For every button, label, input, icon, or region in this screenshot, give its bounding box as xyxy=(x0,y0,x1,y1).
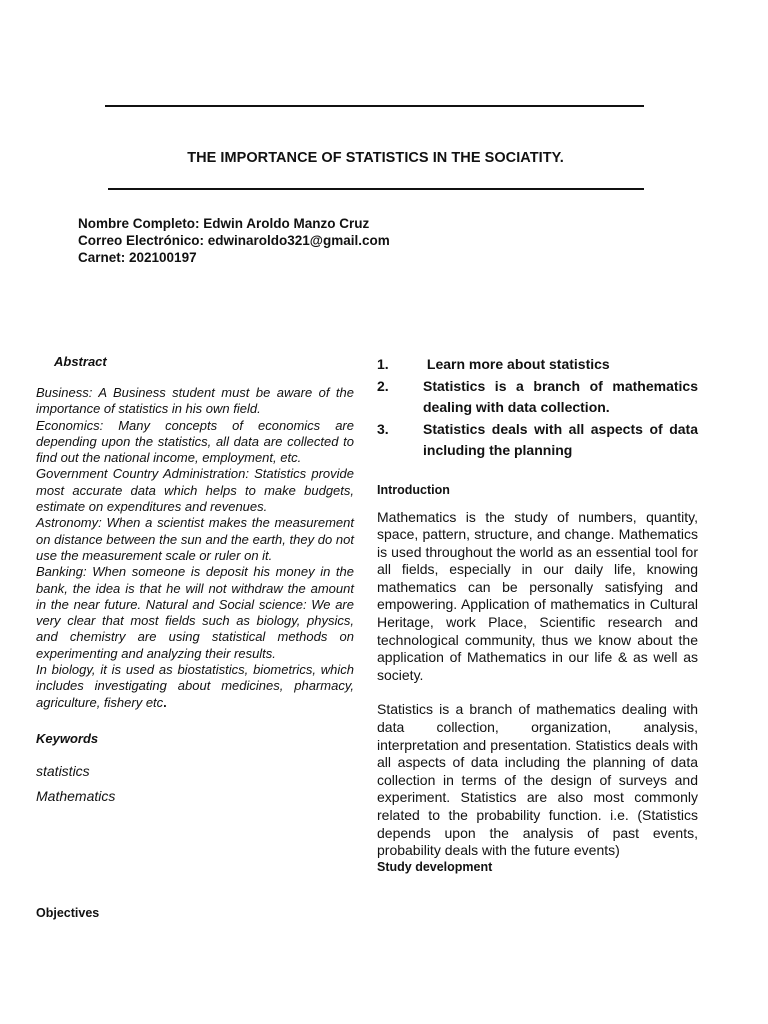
objective-number: 1. xyxy=(377,356,389,372)
top-rule xyxy=(105,105,644,107)
author-info xyxy=(78,215,390,266)
introduction-paragraph: Mathematics is the study of numbers, quantity, space, pattern, structure, and change. Mathematics is used throughout the world as an essential tool for all fields, especially in our daily life, knowing mathematics can be personally satisfying and empowering. Application of mathematics in Cultural Heritage, work Place, Scientific research and technological community, thus we know about the application of Mathematics in our life & as well as society. xyxy=(377,508,698,683)
objective-item xyxy=(377,376,698,419)
abstract-paragraph: Business: A Business student must be aware of the importance of statistics in his own field. xyxy=(36,385,354,417)
objective-item xyxy=(377,354,698,376)
introduction-heading: Introduction xyxy=(377,482,450,497)
objectives-list xyxy=(377,354,698,462)
abstract-last-text: In biology, it is used as biostatistics, biometrics, which includes investigating about medicines, pharmacy, agriculture, fishery etc xyxy=(36,662,354,710)
objective-item xyxy=(377,419,698,462)
abstract-body xyxy=(36,385,354,711)
abstract-heading: Abstract xyxy=(54,354,107,369)
abstract-paragraph: Government Country Administration: Statistics provide most accurate data which helps to make budgets, estimate on expenditures and revenues. xyxy=(36,466,354,515)
objectives-heading: Objectives xyxy=(36,906,100,920)
document-title: THE IMPORTANCE OF STATISTICS IN THE SOCIATITY. xyxy=(187,150,564,166)
abstract-paragraph-last xyxy=(36,662,354,711)
author-email: Correo Electrónico: edwinaroldo321@gmail.com xyxy=(78,233,390,248)
left-column xyxy=(36,354,354,804)
keywords-heading: Keywords xyxy=(36,730,99,746)
abstract-final-period: . xyxy=(163,694,167,710)
objective-text: Statistics deals with all aspects of data including the planning xyxy=(423,420,698,458)
abstract-paragraph: Economics: Many concepts of economics are depending upon the statistics, all data are collected to find out the national income, employment, etc. xyxy=(36,417,354,466)
objective-text: Statistics is a branch of mathematics dealing with data collection. xyxy=(423,377,698,415)
abstract-paragraph: Astronomy: When a scientist makes the measurement on distance between the sun and the earth, they do not use the measurement scale or ruler on it. xyxy=(36,515,354,563)
author-carnet: Carnet: 202100197 xyxy=(78,250,197,265)
objective-number: 3. xyxy=(377,420,389,437)
keyword-item: Mathematics xyxy=(36,787,116,804)
statistics-paragraph: Statistics is a branch of mathematics dealing with data collection, organization, analysis, interpretation and presentation. Statistics deals with all aspects of data including the planning of data collection in terms of the design of surveys and experiment. Statistics are also most commonly related to the probability function. i.e. (Statistics depends upon the analysis of past events, probability deals with the future events) xyxy=(377,701,698,859)
abstract-paragraph: Banking: When someone is deposit his money in the bank, the idea is that he will not withdraw the amount in the near future. Natural and Social science: We are very clear that most fields such as biology, physics, and chemistry are using statistical methods on experimenting and analyzing their results. xyxy=(36,564,354,661)
title-underline-rule xyxy=(108,188,644,190)
right-column xyxy=(377,354,698,874)
author-full-name: Nombre Completo: Edwin Aroldo Manzo Cruz xyxy=(78,216,370,231)
study-development-heading: Study development xyxy=(377,859,493,874)
objective-text: Learn more about statistics xyxy=(423,356,610,372)
keyword-item: statistics xyxy=(36,762,90,779)
objective-number: 2. xyxy=(377,377,389,394)
